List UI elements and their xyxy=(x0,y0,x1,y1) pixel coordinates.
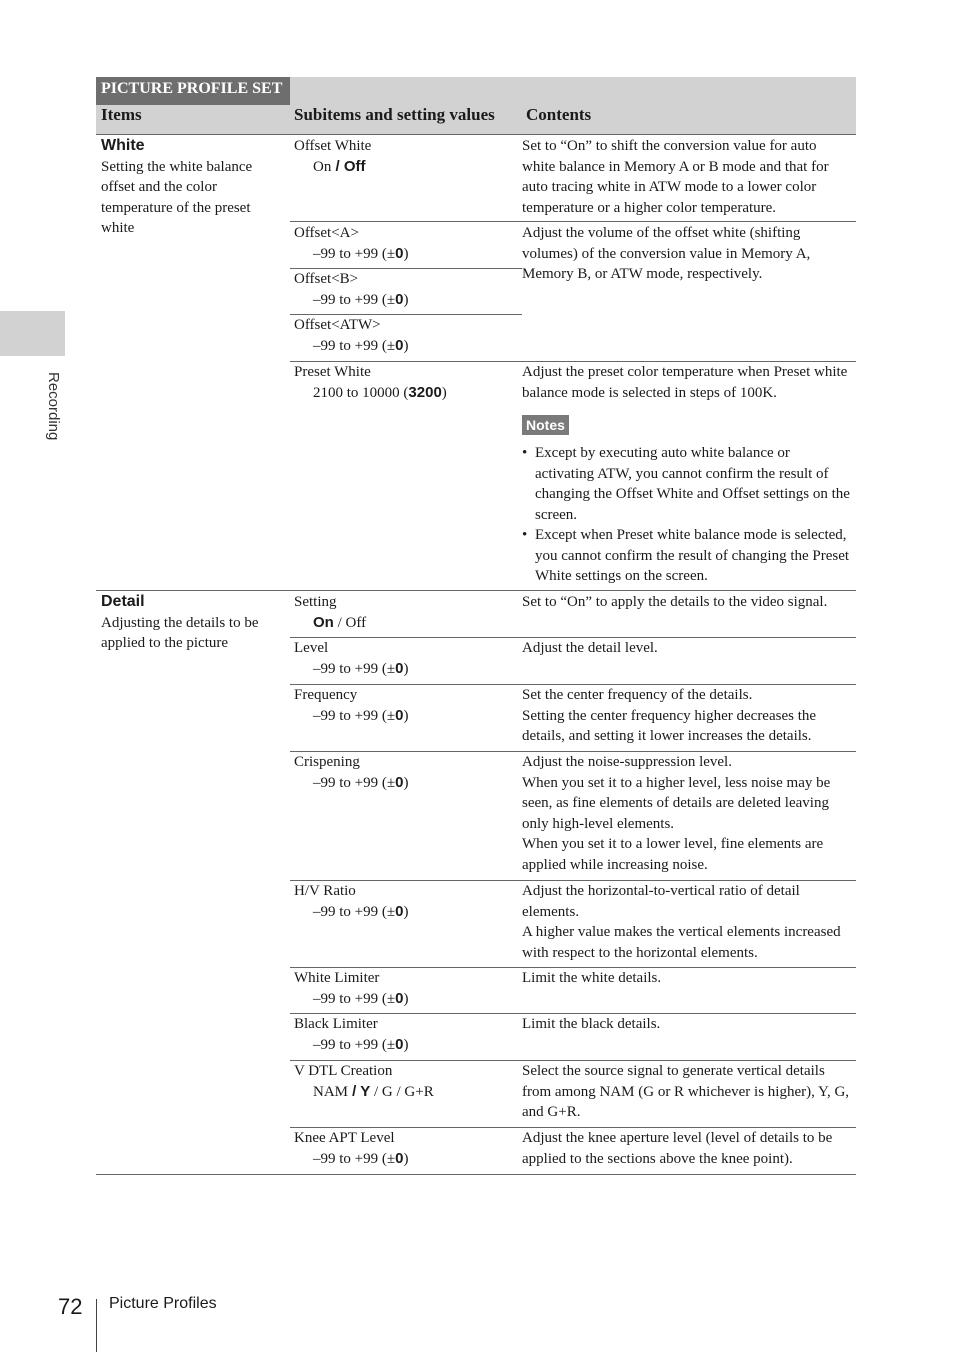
subitem-label: Offset<A> xyxy=(294,225,359,241)
contents-level: Adjust the detail level. xyxy=(522,640,658,656)
subitem-values xyxy=(294,902,408,923)
range: –99 to +99 (± xyxy=(313,291,396,308)
item-white xyxy=(101,136,281,239)
default-value: 0 xyxy=(395,1149,404,1167)
subitem-frequency xyxy=(290,685,408,726)
note-item: • Except by executing auto white balance or activating ATW, you cannot confirm the result of changing the Offset White and Offset settings on the screen. xyxy=(522,443,852,525)
contents-offset-group: Adjust the volume of the offset white (shifting volumes) of the conversion value in Memory A, Memory B, or ATW mode, respectively. xyxy=(522,225,811,282)
table-row-white xyxy=(96,134,856,591)
subitem-hv-ratio xyxy=(290,881,408,922)
separator: / xyxy=(331,157,344,175)
separator: / xyxy=(348,1082,361,1100)
subitem-crispening xyxy=(290,752,408,793)
subitem-setting xyxy=(290,592,366,633)
subitem-preset-white xyxy=(290,362,447,403)
section-tab: PICTURE PROFILE SET xyxy=(96,77,290,105)
subitem-label: H/V Ratio xyxy=(294,883,356,899)
subitem-offset-atw xyxy=(290,315,408,356)
subitem-values xyxy=(294,613,366,634)
range: –99 to +99 (± xyxy=(313,1150,396,1167)
contents-hv-ratio: Adjust the horizontal-to-vertical ratio of detail elements. A higher value makes the vertical elements increased with respect to the horizontal elements. xyxy=(522,883,841,961)
subitem-values xyxy=(294,989,408,1010)
page-number: 72 xyxy=(58,1294,83,1319)
divider xyxy=(290,221,856,222)
item-name: White xyxy=(101,137,145,154)
subitem-values xyxy=(294,1149,408,1170)
contents-v-dtl-creation: Select the source signal to generate vertical details from among NAM (G or R whichever is higher), Y, G, and G+R. xyxy=(522,1063,850,1120)
default-value: 0 xyxy=(395,1035,404,1053)
subitem-values xyxy=(294,383,447,404)
item-detail xyxy=(101,592,281,654)
contents-frequency: Set the center frequency of the details. Setting the center frequency higher decreases the details, and setting it lower increases the details. xyxy=(522,687,817,744)
subitem-label: Knee APT Level xyxy=(294,1130,395,1146)
subitem-level xyxy=(290,638,408,679)
subitem-label: Crispening xyxy=(294,754,360,770)
item-description: Setting the white balance offset and the color temperature of the preset white xyxy=(101,158,253,236)
paren: ) xyxy=(403,707,409,724)
subitem-values xyxy=(294,1035,408,1056)
option: Off xyxy=(345,614,367,631)
contents-preset-white xyxy=(522,362,852,587)
subitem-label: Offset White xyxy=(294,138,372,154)
subitem-label: Black Limiter xyxy=(294,1016,378,1032)
contents-text: Adjust the preset color temperature when Preset white balance mode is selected in steps of 100K. xyxy=(522,364,848,401)
paren: ) xyxy=(441,384,447,401)
range: –99 to +99 (± xyxy=(313,990,396,1007)
contents-black-limiter: Limit the black details. xyxy=(522,1016,661,1032)
range: –99 to +99 (± xyxy=(313,1036,396,1053)
paren: ) xyxy=(403,1150,409,1167)
contents-crispening: Adjust the noise-suppression level. When you set it to a higher level, less noise may be seen, as fine elements of details are deleted leaving only high-level elements. When you set it to a lower level, fine elements are applied while increasing noise. xyxy=(522,754,831,873)
paren: ) xyxy=(403,291,409,308)
paren: ) xyxy=(403,245,409,262)
range: –99 to +99 (± xyxy=(313,245,396,262)
table-header xyxy=(96,77,856,135)
range: –99 to +99 (± xyxy=(313,774,396,791)
option-default: Y xyxy=(360,1082,371,1100)
options-rest: / G / G+R xyxy=(370,1083,434,1100)
paren: ) xyxy=(403,337,409,354)
default-value: 0 xyxy=(395,989,404,1007)
paren: ) xyxy=(403,660,409,677)
range: 2100 to 10000 ( xyxy=(313,384,409,401)
subitem-label: White Limiter xyxy=(294,970,380,986)
range: –99 to +99 (± xyxy=(313,660,396,677)
paren: ) xyxy=(403,990,409,1007)
footer-title: Picture Profiles xyxy=(109,1295,217,1312)
column-header-subitems: Subitems and setting values xyxy=(294,105,495,124)
footer-separator xyxy=(96,1299,97,1352)
note-item: • Except when Preset white balance mode is selected, you cannot confirm the result of changing the Preset White settings on the screen. xyxy=(522,525,852,587)
default-value: 0 xyxy=(395,706,404,724)
default-value: 0 xyxy=(395,659,404,677)
default-value: 0 xyxy=(395,244,404,262)
paren: ) xyxy=(403,774,409,791)
subitem-black-limiter xyxy=(290,1014,408,1055)
subitem-values xyxy=(294,659,408,680)
subitem-label: Frequency xyxy=(294,687,358,703)
subitem-values xyxy=(294,290,408,311)
column-header-contents: Contents xyxy=(526,105,592,124)
range: –99 to +99 (± xyxy=(313,707,396,724)
subitem-label: Offset<B> xyxy=(294,271,359,287)
subitem-values xyxy=(294,1082,434,1103)
subitem-offset-b xyxy=(290,269,408,310)
side-label: Recording xyxy=(45,372,62,441)
default-value: 0 xyxy=(395,290,404,308)
subitem-label: Offset<ATW> xyxy=(294,317,381,333)
option: NAM xyxy=(313,1083,349,1100)
paren: ) xyxy=(403,1036,409,1053)
item-description: Adjusting the details to be applied to the picture xyxy=(101,614,259,651)
subitem-offset-a xyxy=(290,223,408,264)
subitem-values xyxy=(294,773,408,794)
table-row-detail xyxy=(96,590,856,1175)
subitem-values xyxy=(294,336,408,357)
contents-white-limiter: Limit the white details. xyxy=(522,970,662,986)
default-value: 3200 xyxy=(408,383,442,401)
contents-knee-apt-level: Adjust the knee aperture level (level of details to be applied to the sections above the knee point). xyxy=(522,1130,833,1167)
separator: / xyxy=(333,614,346,631)
subitem-values xyxy=(294,706,408,727)
subitem-knee-apt-level xyxy=(290,1128,408,1169)
range: –99 to +99 (± xyxy=(313,337,396,354)
subitem-values xyxy=(294,157,371,178)
item-name: Detail xyxy=(101,593,145,610)
contents-offset-white: Set to “On” to shift the conversion value for auto white balance in Memory A or B mode and that for auto tracing white in ATW mode to a lower color temperature or a higher color temperature. xyxy=(522,138,829,216)
subitem-label: Preset White xyxy=(294,364,371,380)
subitem-offset-white xyxy=(290,136,371,177)
range: –99 to +99 (± xyxy=(313,903,396,920)
section-side-tab xyxy=(0,311,65,356)
default-value: 0 xyxy=(395,773,404,791)
default-value: 0 xyxy=(395,902,404,920)
column-header-items: Items xyxy=(101,105,142,124)
option: On xyxy=(313,158,332,175)
subitem-white-limiter xyxy=(290,968,408,1009)
option-default: On xyxy=(313,613,334,631)
subitem-v-dtl-creation xyxy=(290,1061,434,1102)
contents-setting: Set to “On” to apply the details to the video signal. xyxy=(522,594,828,610)
default-value: 0 xyxy=(395,336,404,354)
notes-badge: Notes xyxy=(522,415,569,435)
subitem-label: V DTL Creation xyxy=(294,1063,393,1079)
option-default: Off xyxy=(343,157,366,175)
paren: ) xyxy=(403,903,409,920)
subitem-values xyxy=(294,244,408,265)
subitem-label: Level xyxy=(294,640,329,656)
picture-profile-table xyxy=(96,77,856,1167)
subitem-label: Setting xyxy=(294,594,337,610)
